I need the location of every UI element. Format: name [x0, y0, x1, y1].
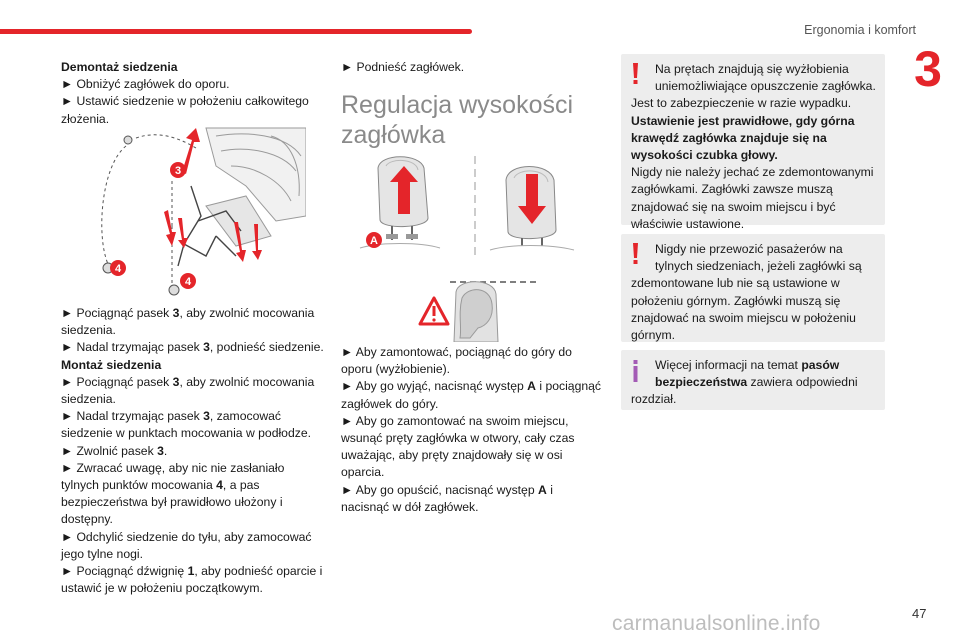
ref-3: 3 [203, 409, 210, 424]
text: ► Pociągnąć dźwignię [61, 564, 188, 579]
text-line: ► Aby go zamontować na swoim miejscu, [341, 413, 569, 428]
ref-A: A [538, 482, 547, 497]
text-line: ► Obniżyć zagłówek do oporu. [61, 77, 230, 92]
text: , zamocować [209, 409, 282, 424]
text-line: dostępny. [61, 512, 113, 527]
text: , a pas [222, 478, 260, 493]
callout-A: A [370, 235, 378, 247]
heading-seat-removal: Demontaż siedzenia [61, 60, 178, 74]
callout-3: 3 [174, 165, 182, 177]
text-line: zagłówek do góry. [341, 396, 439, 411]
text-line: Ustawienie jest prawidłowe, gdy górna [631, 113, 855, 128]
column-1-top [61, 59, 329, 128]
text-line: właściwie ustawione. [631, 216, 745, 231]
text: tylnych punktów mocowania [61, 478, 217, 493]
text-line: zagłówkami. Zagłówki zawsze muszą [631, 182, 833, 197]
heading-headrest-height [341, 90, 573, 150]
text-line: Na prętach znajdują się wyżłobienia [655, 62, 849, 76]
ref-4: 4 [216, 478, 223, 493]
text: , aby podnieść oparcie i [194, 564, 323, 579]
text: i pociągnąć [535, 379, 602, 394]
text-line: górnym. [631, 328, 676, 343]
headrest-adjustment-illustration [350, 148, 588, 342]
text-line: ► Odchylić siedzenie do tyłu, aby zamocować [61, 529, 312, 544]
text: i [546, 482, 553, 497]
page-number: 47 [912, 606, 927, 621]
text-line: położeniu górnym. Zagłówki muszą się [631, 293, 841, 308]
warning-exclamation-icon [632, 243, 639, 265]
text-line: Jest to zabezpieczenie w razie wypadku. [631, 96, 852, 111]
callout-4-right: 4 [184, 276, 192, 288]
text-line: siedzenie w punktach mocowania w podłodze. [61, 426, 311, 441]
ref-A: A [527, 379, 536, 394]
heading-line: Regulacja wysokości [341, 91, 574, 119]
text-bold: bezpieczeństwa [655, 375, 748, 390]
text: ► Aby go wyjąć, nacisnąć występ [341, 379, 528, 394]
text-line: tylnych siedzeniach, jeżeli zagłówki są [655, 259, 862, 274]
text-line: nacisnąć w dół zagłówek. [341, 499, 479, 514]
text: Więcej informacji na temat [655, 358, 802, 372]
text: ► Nadal trzymając pasek [61, 409, 204, 424]
text: zawiera odpowiedni [747, 375, 858, 390]
text-line: oporu (wyżłobienie). [341, 362, 451, 377]
text-line: Nigdy nie przewozić pasażerów na [655, 242, 843, 256]
text-line: siedzenia. [61, 323, 116, 338]
text-line: ► Zwracać uwagę, aby nic nie zasłaniało [61, 460, 285, 475]
column-1-bottom [61, 305, 329, 597]
column-2-body [341, 344, 613, 516]
heading-seat-installation: Montaż siedzenia [61, 357, 162, 372]
callout-4-left: 4 [114, 263, 122, 275]
seat-removal-illustration [96, 126, 306, 302]
ref-3: 3 [172, 306, 180, 320]
warning-exclamation-icon [632, 63, 639, 85]
text-line: Nigdy nie należy jechać ze zdemontowanymi [631, 165, 874, 180]
text: ► Pociągnąć pasek [61, 374, 173, 389]
ref-1: 1 [187, 564, 195, 579]
warning-box-headrest-grooves [621, 54, 885, 231]
text-line: znajdować się na swoim miejscu i być [631, 199, 836, 214]
text-line: znajdować na swoim miejscu w położeniu [631, 310, 856, 325]
text-line: siedzenia. [61, 392, 116, 407]
info-icon [632, 360, 639, 382]
heading-line: zagłówka [341, 121, 446, 149]
text-line: uważając, aby pręty znajdowały się w osi [341, 448, 563, 463]
text-line: rozdział. [631, 392, 677, 407]
text-line: ► Ustawić siedzenie w położeniu całkowitego [61, 94, 309, 109]
text-line: uniemożliwiające opuszczenie zagłówka. [655, 79, 876, 94]
text: ► Nadal trzymając pasek [61, 340, 204, 355]
text: . [163, 443, 168, 458]
text-line: ► Aby zamontować, pociągnąć do góry do [341, 345, 572, 359]
text-line: zdemontowane lub nie są ustawione w [631, 276, 840, 291]
column-2-intro [341, 59, 613, 76]
text-line: ► Podnieść zagłówek. [341, 60, 465, 74]
text-bold: pasów [801, 358, 840, 372]
watermark: carmanualsonline.info [612, 612, 821, 635]
text-line: wsunąć pręty zagłówka w otwory, cały czas [341, 431, 575, 446]
header-red-bar [0, 29, 472, 34]
text: , aby zwolnić mocowania [179, 306, 315, 320]
warning-box-rear-passengers [621, 234, 885, 342]
text: , podnieść siedzenie. [209, 340, 324, 355]
text-line: krawędź zagłówka znajduje się na [631, 130, 827, 145]
text: ► Pociągnąć pasek [61, 306, 173, 320]
text-line: bezpieczeństwa był prawidłowo ułożony i [61, 495, 283, 510]
text-line: złożenia. [61, 111, 110, 126]
text-line: oparcia. [341, 465, 385, 480]
section-title: Ergonomia i komfort [804, 23, 916, 37]
ref-3: 3 [203, 340, 210, 355]
text-line: ustawić je w położeniu początkowym. [61, 581, 263, 596]
ref-3: 3 [157, 443, 164, 458]
info-box-seat-belts [621, 350, 885, 410]
text: ► Zwolnić pasek [61, 443, 158, 458]
chapter-number: 3 [914, 41, 942, 97]
text: ► Aby go opuścić, nacisnąć występ [341, 482, 539, 497]
text-line: wysokości czubka głowy. [631, 148, 778, 163]
ref-3: 3 [172, 374, 180, 389]
text-line: jego tylne nogi. [61, 546, 143, 561]
text: , aby zwolnić mocowania [179, 374, 315, 389]
